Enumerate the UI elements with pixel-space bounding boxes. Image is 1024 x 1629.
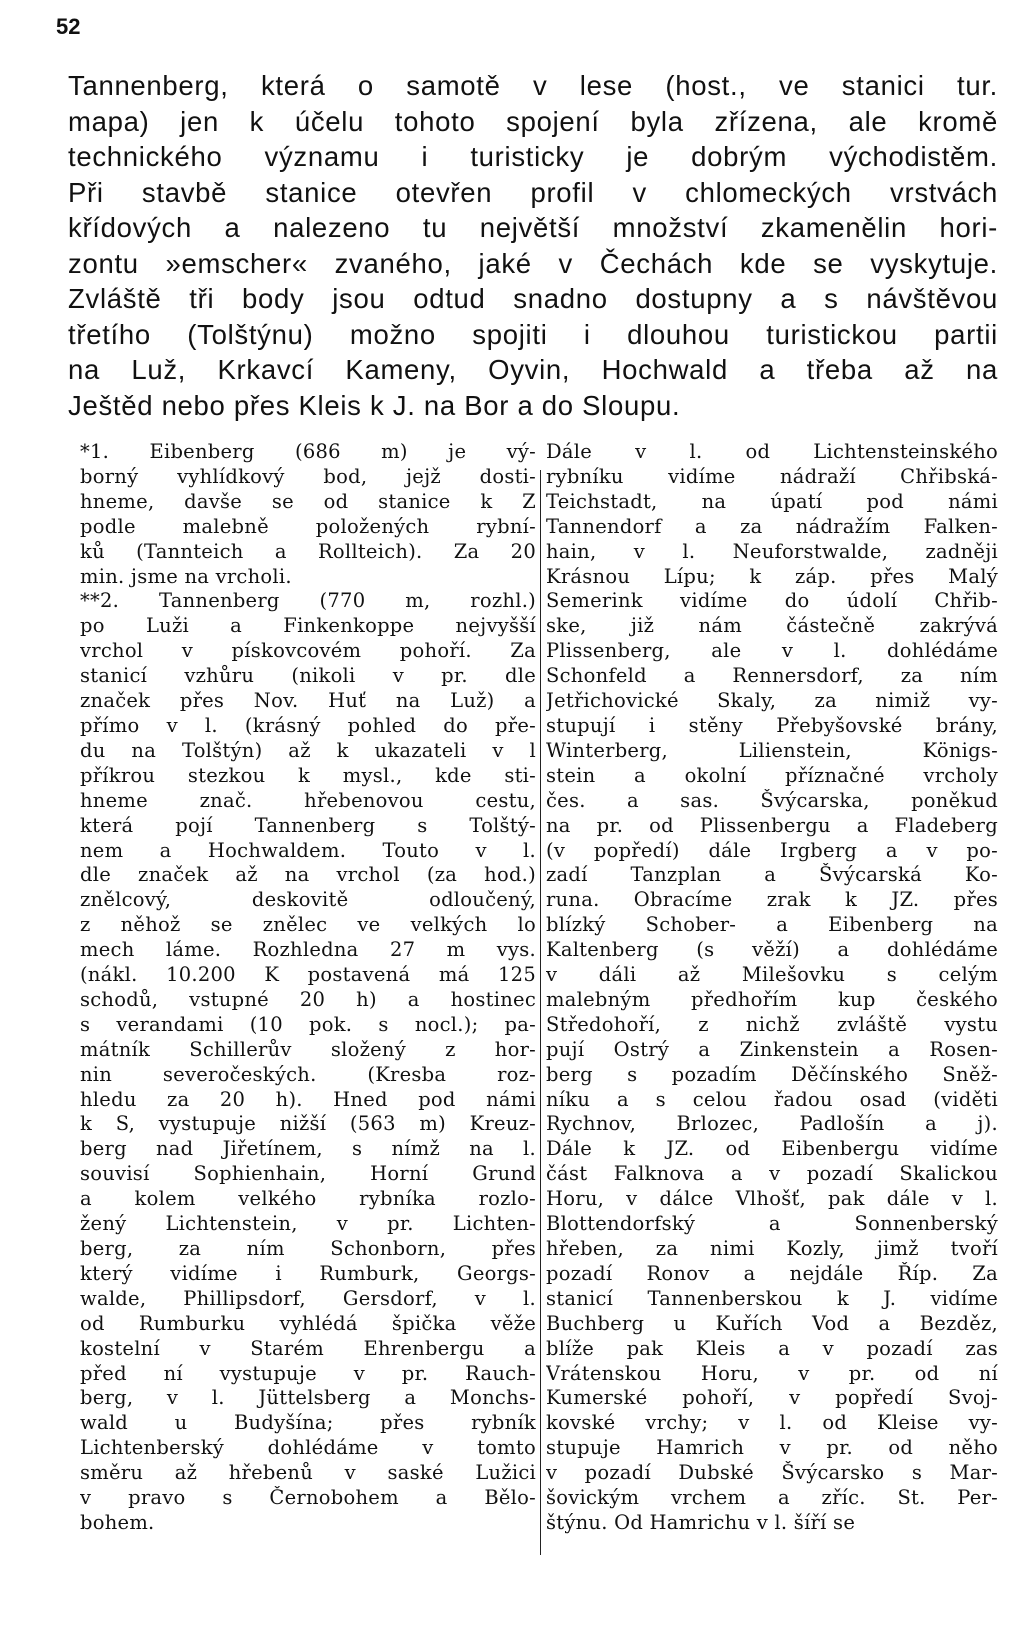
left-column-text-line: dle značek až na vrchol (za hod.) xyxy=(80,863,536,887)
left-column-text-line: ků (Tannteich a Rollteich). Za 20 xyxy=(80,539,536,563)
left-column-text-line: kostelní v Starém Ehrenbergu a xyxy=(80,1336,536,1360)
left-column-text-line: *1. Eibenberg (686 m) je vý- xyxy=(80,440,536,463)
right-column-text-line: Dále k JZ. od Eibenbergu vidíme xyxy=(546,1137,998,1161)
column-divider xyxy=(540,470,541,1555)
right-column-text-line: (v popředí) dále Irgberg a v po- xyxy=(546,838,998,862)
left-column-text-line: (nákl. 10.200 K postavená má 125 xyxy=(80,963,536,987)
right-column-text-line: blízký Schober- a Eibenberg na xyxy=(546,913,998,937)
right-column-text-line: Winterberg, Lilienstein, Königs- xyxy=(546,738,998,762)
left-column-text-line: která pojí Tannenberg s Tolštý- xyxy=(80,813,536,837)
page-number: 52 xyxy=(56,14,81,39)
right-column-text-line: pují Ostrý a Zinkenstein a Rosen- xyxy=(546,1037,998,1061)
right-column-text-line: Jetřichovické Skaly, za nimiž vy- xyxy=(546,689,998,713)
left-column-text-line: od Rumburku vyhlédá špička věže xyxy=(80,1311,536,1335)
intro-text-line: Tannenberg, která o samotě v lese (host., ve stanici tur. xyxy=(68,70,998,101)
left-column-text-line: berg nad Jiřetínem, s nímž na l. xyxy=(80,1137,536,1161)
left-column-text-line: v pravo s Černobohem a Bělo- xyxy=(80,1486,536,1510)
right-column-text-line: stein a okolní příznačné vrcholy xyxy=(546,763,998,787)
left-column-text-line: stanicí vzhůru (nikoli v pr. dle xyxy=(80,664,536,688)
right-column-text-line: Semerink vidíme do údolí Chřib- xyxy=(546,589,998,613)
intro-text-line: zontu »emscher« zvaného, jaké v Čechách kde se vyskytuje. xyxy=(68,247,998,279)
left-column-text-line: mech láme. Rozhledna 27 m vys. xyxy=(80,938,536,962)
right-column-text-line: štýnu. Od Hamrichu v l. šíří se xyxy=(546,1510,856,1534)
left-column-text-line: a kolem velkého rybníka rozlo- xyxy=(80,1187,536,1211)
intro-text-line: mapa) jen k účelu tohoto spojení byla zřízena, ale kromě xyxy=(68,105,998,137)
right-column-text-line: zadí Tanzplan a Švýcarská Ko- xyxy=(546,863,998,887)
right-column-text-line: Blottendorfský a Sonnenberský xyxy=(546,1212,998,1236)
right-column-text-line: Schonfeld a Rennersdorf, za ním xyxy=(546,664,998,688)
right-column-text-line: stupují i stěny Přebyšovské brány, xyxy=(546,713,998,737)
right-column-text-line: runa. Obracíme zrak k JZ. přes xyxy=(546,888,998,912)
left-column-text-line: značek přes Nov. Huť na Luž) a xyxy=(80,689,536,713)
left-column-text-line: vrchol v pískovcovém pohoří. Za xyxy=(80,639,536,663)
left-column-text-line: mátník Schillerův složený z hor- xyxy=(80,1037,536,1061)
right-column-text-line: Plissenberg, ale v l. dohlédáme xyxy=(546,639,998,663)
intro-text-line: třetího (Tolštýnu) možno spojiti i dlouhou turistickou partii xyxy=(68,318,998,350)
right-column-text-line: berg s pozadím Děčínského Sněž- xyxy=(546,1062,998,1086)
intro-text-line: Při stavbě stanice otevřen profil v chlomeckých vrstvách xyxy=(68,176,998,208)
left-column-text-line: z něhož se znělec ve velkých lo xyxy=(80,913,536,937)
right-column-text-line: v pozadí Dubské Švýcarsko s Mar- xyxy=(546,1461,998,1485)
right-column-text-line: šovickým vrchem a zříc. St. Per- xyxy=(546,1486,998,1510)
left-column-text-line: du na Tolštýn) až k ukazateli v l xyxy=(80,738,536,762)
right-column-text-line: malebným předhořím kup českého xyxy=(546,987,998,1011)
left-column-text-line: podle malebně položených rybní- xyxy=(80,514,536,538)
intro-text-line: na Luž, Krkavcí Kameny, Oyvin, Hochwald a třeba až na xyxy=(68,354,998,385)
left-column-text-line: schodů, vstupné 20 h) a hostinec xyxy=(80,987,536,1011)
left-column-text-line: který vidíme i Rumburk, Georgs- xyxy=(80,1261,536,1285)
right-column-text-line: níku a s celou řadou osad (viděti xyxy=(546,1087,998,1111)
right-column-text-line: Dále v l. od Lichtensteinského xyxy=(546,440,998,463)
left-column-text-line: k S, vystupuje nižší (563 m) Kreuz- xyxy=(80,1112,536,1136)
right-column-text-line: ske, již nám částečně zakrývá xyxy=(546,614,998,638)
left-column-text-line: souvisí Sophienhain, Horní Grund xyxy=(80,1162,536,1186)
right-column-text-line: kovské vrchy; v l. od Kleise vy- xyxy=(546,1411,998,1435)
right-column-text-line: část Falknova a v pozadí Skalickou xyxy=(546,1162,998,1186)
right-column-text-line: Teichstadt, na úpatí pod námi xyxy=(546,489,998,513)
left-column-text-line: před ní vystupuje v pr. Rauch- xyxy=(80,1361,536,1385)
right-column-text-line: Kumerské pohoří, v popředí Svoj- xyxy=(546,1386,998,1410)
left-column-text-line: min. jsme na vrcholi. xyxy=(80,564,292,588)
left-column-text-line: příkrou stezkou k mysl., kde sti- xyxy=(80,763,536,787)
left-column-text-line: berg, za ním Schonborn, přes xyxy=(80,1237,536,1260)
right-column-text-line: rybníku vidíme nádraží Chřibská- xyxy=(546,464,998,488)
right-column-text-line: blíže pak Kleis a v pozadí zas xyxy=(546,1336,998,1360)
left-column-text-line: Lichtenberský dohlédáme v tomto xyxy=(80,1436,536,1460)
left-column-text-line: hneme, davše se od stanice k Z xyxy=(80,489,536,513)
left-column-text-line: přímo v l. (krásný pohled do pře- xyxy=(80,713,536,737)
intro-paragraph xyxy=(68,68,998,423)
intro-text-line: technického významu i turisticky je dobrým východistěm. xyxy=(68,141,998,172)
right-column-text-line: čes. a sas. Švýcarska, poněkud xyxy=(546,788,998,812)
left-column-text-line: borný vyhlídkový bod, jejž dosti- xyxy=(80,464,536,488)
intro-text-line: Ještěd nebo přes Kleis k J. na Bor a do Sloupu. xyxy=(68,389,681,421)
right-column-text-line: Horu, v dálce Vlhošť, pak dále v l. xyxy=(546,1187,998,1211)
left-column-text-line: bohem. xyxy=(80,1510,155,1534)
right-column-text-line: Kaltenberg (s věží) a dohlédáme xyxy=(546,938,998,962)
left-column-text-line: nem a Hochwaldem. Touto v l. xyxy=(80,838,536,862)
right-column-text-line: hain, v l. Neuforstwalde, zadněji xyxy=(546,539,998,563)
left-column-text-line: směru až hřebenů v saské Lužici xyxy=(80,1461,536,1485)
right-column-text-line: Středohoří, z nichž zvláště vystu xyxy=(546,1012,998,1036)
right-column-text-line: Krásnou Lípu; k záp. přes Malý xyxy=(546,564,998,588)
right-column-text-line: Buchberg u Kuřích Vod a Bezděz, xyxy=(546,1311,998,1335)
left-column-text-line: wald u Budyšína; přes rybník xyxy=(80,1411,536,1435)
right-column-text-line: pozadí Ronov a nejdále Říp. Za xyxy=(546,1261,998,1285)
left-column-text-line: **2. Tannenberg (770 m, rozhl.) xyxy=(80,589,536,613)
right-column xyxy=(546,440,998,1536)
right-column-text-line: v dáli až Milešovku s celým xyxy=(546,963,998,987)
left-column-text-line: hneme znač. hřebenovou cestu, xyxy=(80,788,536,812)
intro-text-line: Zvláště tři body jsou odtud snadno dostupny a s návštěvou xyxy=(68,283,998,314)
left-column-text-line: znělcový, deskovitě odloučený, xyxy=(80,888,536,912)
left-column-text-line: walde, Phillipsdorf, Gersdorf, v l. xyxy=(80,1286,536,1310)
right-column-text-line: na pr. od Plissenbergu a Fladeberg xyxy=(546,813,998,837)
intro-text-line: křídových a nalezeno tu největší množství zkamenělin hori- xyxy=(68,212,998,243)
right-column-text-line: Rychnov, Brlozec, Padlošín a j). xyxy=(546,1112,998,1136)
right-column-text-line: Vrátenskou Horu, v pr. od ní xyxy=(546,1361,998,1385)
left-column-text-line: nin severočeských. (Kresba roz- xyxy=(80,1062,536,1086)
left-column xyxy=(80,440,536,1536)
left-column-text-line: hledu za 20 h). Hned pod námi xyxy=(80,1087,536,1111)
right-column-text-line: hřeben, za nimi Kozly, jimž tvoří xyxy=(546,1237,998,1260)
right-column-text-line: stanicí Tannenberskou k J. vidíme xyxy=(546,1286,998,1310)
right-column-text-line: stupuje Hamrich v pr. od něho xyxy=(546,1436,998,1460)
right-column-text-line: Tannendorf a za nádražím Falken- xyxy=(546,514,998,538)
left-column-text-line: berg, v l. Jüttelsberg a Monchs- xyxy=(80,1386,536,1410)
left-column-text-line: s verandami (10 pok. s nocl.); pa- xyxy=(80,1012,536,1036)
left-column-text-line: po Luži a Finkenkoppe nejvyšší xyxy=(80,614,536,638)
left-column-text-line: žený Lichtenstein, v pr. Lichten- xyxy=(80,1212,536,1236)
